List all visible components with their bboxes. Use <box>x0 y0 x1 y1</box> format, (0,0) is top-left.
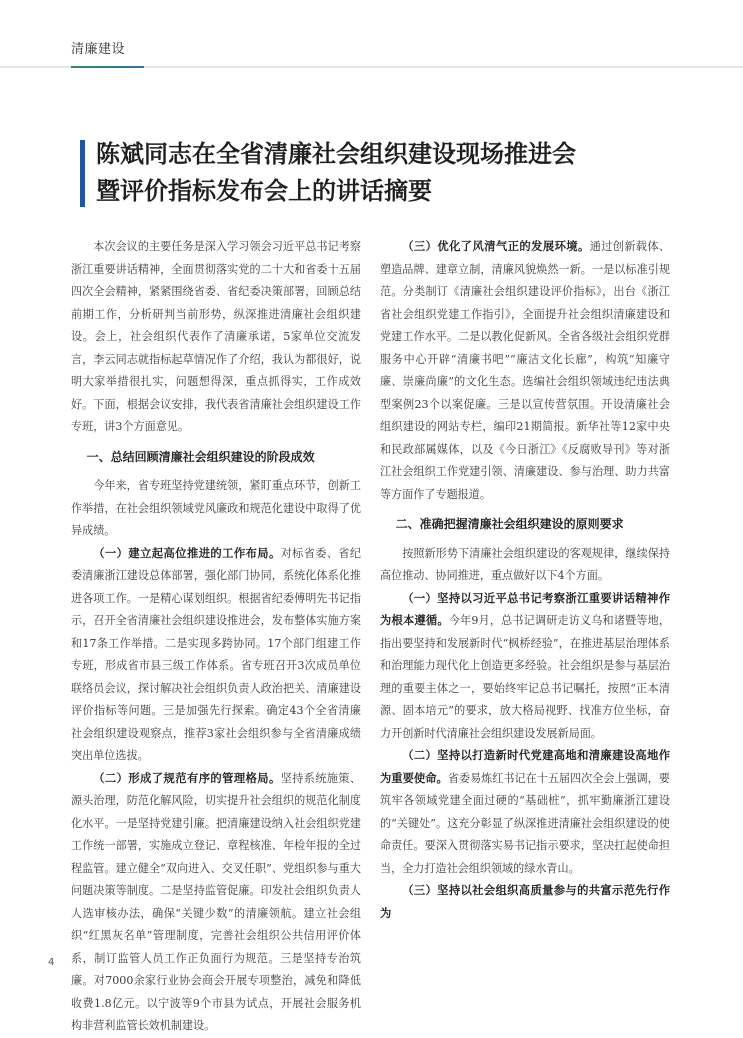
point-title: （二）形成了规范有序的管理格局。 <box>93 771 281 785</box>
section-label: 清廉建设 <box>71 42 126 57</box>
title-accent-bar <box>80 140 85 207</box>
point-body: 坚持系统施策、源头治理，防范化解风险，切实提升社会组织的规范化制度化水平。一是坚持党建引廉。把清廉建设纳入社会组织党建工作统一部署，实施成立登记、章程核准、年检年报的全过程监管。建立健全“双向进入、交叉任职”、党组织参与重大问题决策等制度。二是坚持监管促廉。印发社会组织负责人人选审核办法，确保“关键少数”的清廉领航。建立社会组织“红黑灰名单”管理制度，完善社会组织公共信用评价体系，制订监管人员工作正负面行为规范。三是坚持专治筑廉。对7000余家行业协会商会开展专项整治，减免和降低收费1.8亿元。以宁波等9个市县为试点，开展社会服务机构非营利监管长效机制建设。 <box>71 771 361 1032</box>
point-body: 省委易炼红书记在十五届四次全会上强调，要筑牢各领域党建全面过硬的“基础桩”，抓牢勤廉浙江建设的“关键处”。这充分彰显了纵深推进清廉社会组织建设的使命责任。要深入贯彻落实易书记指示要求，坚决扛起使命担当，全力打造社会组织领域的绿水青山。 <box>380 771 670 875</box>
right-column <box>380 236 670 925</box>
point-title: （三）坚持以社会组织高质量参与的共富示范先行作为 <box>380 884 670 920</box>
point-title: （一）坚持以习近平总书记考察浙江重要讲话精神作为根本遵循。 <box>380 591 670 627</box>
page-number: 4 <box>48 957 55 968</box>
article-title <box>96 136 676 210</box>
point-title: （三）优化了风清气正的发展环境。 <box>402 240 590 253</box>
point-body: 通过创新载体、塑造品牌、建章立制，清廉风貌焕然一新。一是以标准引规范。分类制订《清廉社会组织建设评价指标》，出台《浙江省社会组织党建工作指引》，全面提升社会组织清廉建设和党建工作水平。二是以教化促新风。全省各级社会组织党群服务中心开辟“清廉书吧”“廉洁文化长廊”，构筑“知廉守廉、崇廉尚廉”的文化生态。选编社会组织领域违纪违法典型案例23个以案促廉。三是以宣传营氛围。开设清廉社会组织建设的网站专栏，编印21期简报。新华社等12家中央和民政部属媒体，以及《今日浙江》《反腐败导刊》等对浙江社会组织工作党建引领、清廉建设、参与治理、助力共富等方面作了专题报道。 <box>380 240 670 501</box>
intro-paragraph: 本次会议的主要任务是深入学习领会习近平总书记考察浙江重要讲话精神，全面贯彻落实党的二十大和省委十五届四次全会精神，紧紧围绕省委、省纪委决策部署，回顾总结前期工作，分析研判当前形势，纵深推进清廉社会组织建设。会上，社会组织代表作了清廉承诺，5家单位交流发言，李云同志就指标起草情况作了介绍，我认为都很好，说明大家举措很扎实，问题想得深，重点抓得实，工作成效好。下面，根据会议安排，我代表省清廉社会组织建设工作专班，讲3个方面意见。 <box>71 240 361 433</box>
section-2-point-2 <box>380 745 670 880</box>
section-2-heading: 二、准确把握清廉社会组织建设的原则要求 <box>395 517 624 531</box>
section-1-heading: 一、总结回顾清廉社会组织建设的阶段成效 <box>86 449 315 464</box>
left-column <box>71 236 361 1038</box>
section-1-point-2 <box>71 768 361 1038</box>
section-2-intro: 按照新形势下清廉社会组织建设的客观规律，继续保持高位推动、协同推进，重点做好以下4个方面。 <box>380 546 670 582</box>
header-divider <box>0 66 743 68</box>
section-2-point-1 <box>380 588 670 746</box>
point-body: 今年9月，总书记调研走访义乌和诸暨等地，指出要坚持和发展新时代“枫桥经验”，在推进基层治理体系和治理能力现代化上创造更多经验。社会组织是参与基层治理的重要主体之一，要始终牢记总书记嘱托，按照“正本清源、固本培元”的要求，放大格局视野、找准方位坐标，奋力开创新时代清廉社会组织建设发展新局面。 <box>380 614 670 740</box>
section-1-point-1 <box>71 543 361 768</box>
section-2-point-3 <box>380 880 670 925</box>
point-title: （一）建立起高位推进的工作布局。 <box>93 546 281 560</box>
header-accent-bar <box>71 66 144 68</box>
title-line-1: 陈斌同志在全省清廉社会组织建设现场推进会 <box>96 140 576 168</box>
section-1-point-3 <box>380 236 670 506</box>
section-1-intro: 今年来，省专班坚持党建统领，紧盯重点环节，创新工作举措，在社会组织领域党风廉政和规范化建设中取得了优异成绩。 <box>71 479 361 537</box>
title-line-2: 暨评价指标发布会上的讲话摘要 <box>96 177 432 205</box>
point-title: （二）坚持以打造新时代党建高地和清廉建设高地作为重要使命。 <box>380 749 670 785</box>
point-body: 对标省委、省纪委清廉浙江建设总体部署，强化部门协同，系统化体系化推进各项工作。一是精心谋划组织。根据省纪委傅明先书记指示，召开全省清廉社会组织建设推进会，发布整体实施方案和17条工作举措。二是实现多跨协同。17个部门组建工作专班，形成省市县三级工作体系。省专班召开3次成员单位联络员会议，探讨解决社会组织负责人政治把关、清廉建设评价指标等问题。三是加强先行探索。确定43个全省清廉社会组织建设观察点，推荐3家社会组织参与全省清廉成绩突出单位选拔。 <box>71 546 361 762</box>
